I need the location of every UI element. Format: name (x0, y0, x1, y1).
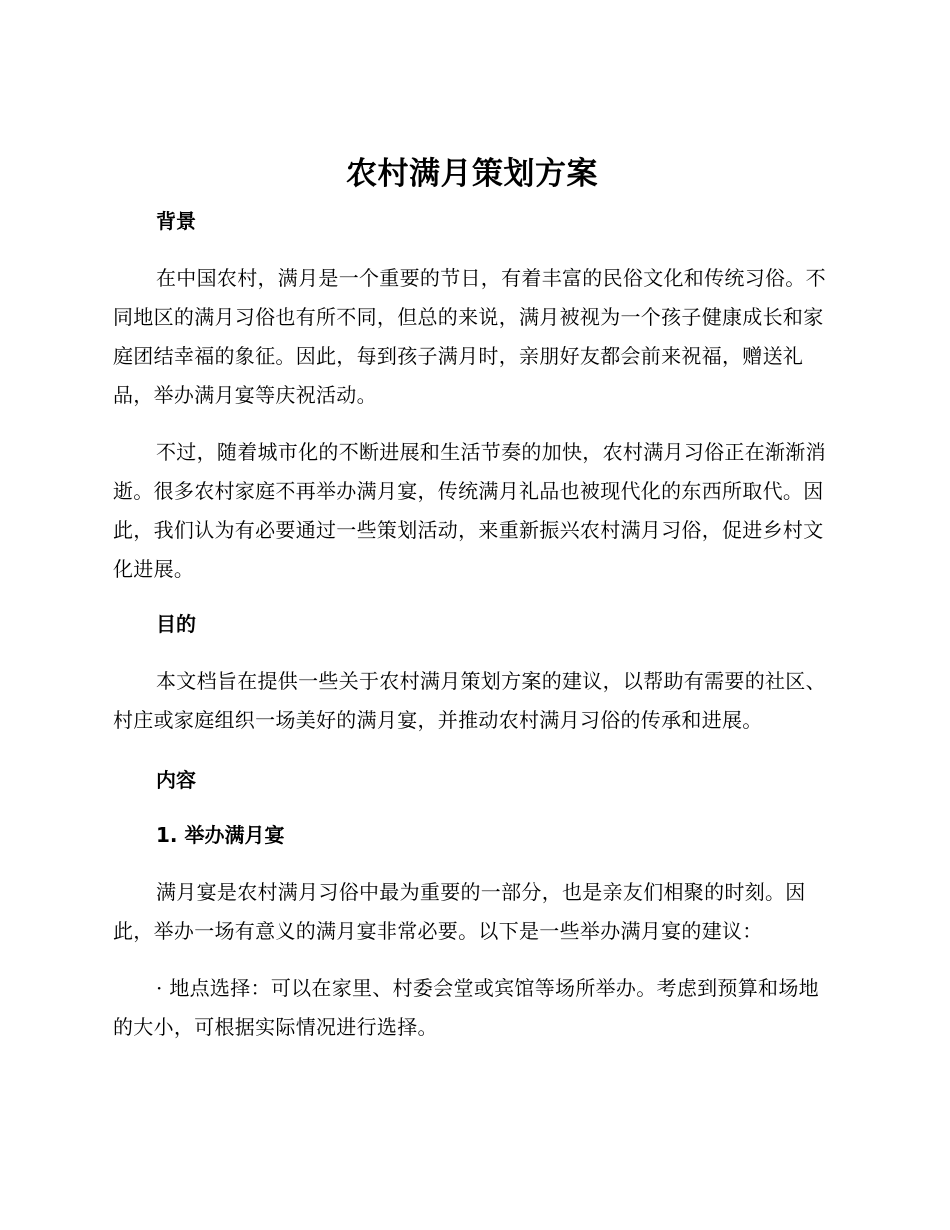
section-heading-background: 背景 (156, 209, 196, 233)
document-title: 农村满月策划方案 (346, 156, 598, 192)
bullet-location-choice: · 地点选择：可以在家里、村委会堂或宾馆等场所举办。考虑到预算和场地的大小，可根据实际情况进行选择。 (113, 976, 819, 1039)
paragraph-purpose: 本文档旨在提供一些关于农村满月策划方案的建议，以帮助有需要的社区、村庄或家庭组织一场美好的满月宴，并推动农村满月习俗的传承和进展。 (113, 669, 826, 732)
paragraph-background-2: 不过，随着城市化的不断进展和生活节奏的加快，农村满月习俗正在渐渐消逝。很多农村家庭不再举办满月宴，传统满月礼品也被现代化的东西所取代。因此，我们认为有必要通过一些策划活动，来重新振兴农村满月习俗，促进乡村文化进展。 (113, 440, 826, 581)
paragraph-background-1: 在中国农村，满月是一个重要的节日，有着丰富的民俗文化和传统习俗。不同地区的满月习俗也有所不同，但总的来说，满月被视为一个孩子健康成长和家庭团结幸福的象征。因此，每到孩子满月时，亲朋好友都会前来祝福，赠送礼品，举办满月宴等庆祝活动。 (113, 266, 826, 407)
section-heading-purpose: 目的 (156, 612, 196, 636)
subheading-hold-banquet: 1. 举办满月宴 (156, 823, 285, 847)
section-heading-content: 内容 (156, 768, 196, 792)
document-page (113, 148, 831, 1047)
paragraph-banquet-intro: 满月宴是农村满月习俗中最为重要的一部分，也是亲友们相聚的时刻。因此，举办一场有意义的满月宴非常必要。以下是一些举办满月宴的建议： (113, 880, 806, 943)
